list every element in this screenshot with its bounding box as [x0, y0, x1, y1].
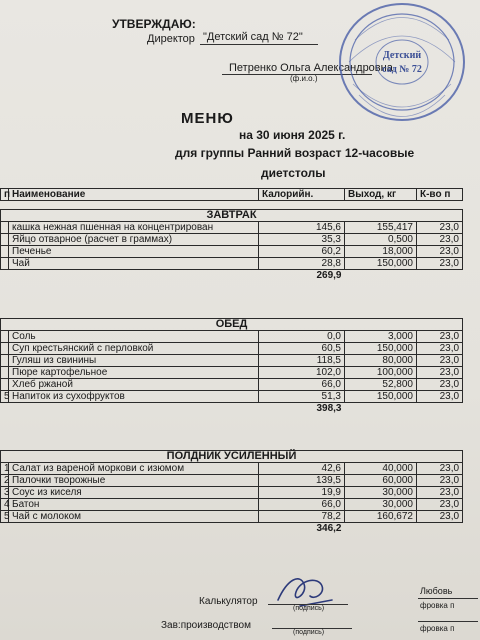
row-kcal: 78,2 [259, 511, 345, 523]
row-kcal: 102,0 [259, 367, 345, 379]
production-signature-hint: (подпись) [293, 629, 325, 636]
row-name: Чай [9, 258, 259, 270]
row-no [1, 367, 9, 379]
director-org: "Детский сад № 72" [203, 31, 303, 43]
row-yield: 18,000 [345, 246, 417, 258]
row-no: 2 [1, 475, 9, 487]
section-total: 398,3 [316, 403, 342, 414]
row-name: кашка нежная пшенная на концентрирован [9, 222, 259, 234]
director-underline [200, 44, 318, 45]
row-no [1, 258, 9, 270]
row-no: 1 [1, 463, 9, 475]
production-name-line [418, 621, 478, 622]
section-total: 269,9 [316, 270, 342, 281]
row-no [1, 222, 9, 234]
row-kcal: 66,0 [259, 499, 345, 511]
row-qty: 23,0 [417, 222, 463, 234]
row-no [1, 343, 9, 355]
calculator-name-hint: фровка п [420, 601, 455, 610]
fio-hint: (ф.и.о.) [290, 74, 318, 83]
section-title: ОБЕД [1, 319, 463, 331]
col-yield: Выход, кг [345, 189, 417, 201]
table-row [1, 367, 463, 379]
round-seal-stamp [335, 0, 470, 125]
row-yield: 150,000 [345, 258, 417, 270]
table-row [1, 487, 463, 499]
row-kcal: 19,9 [259, 487, 345, 499]
row-name: Батон [9, 499, 259, 511]
row-qty: 23,0 [417, 379, 463, 391]
row-yield: 30,000 [345, 499, 417, 511]
table-row [1, 475, 463, 487]
calculator-name: Любовь [420, 586, 453, 596]
row-no [1, 246, 9, 258]
menu-date: на 30 июня 2025 г. [239, 128, 346, 142]
row-kcal: 118,5 [259, 355, 345, 367]
signer-name: Петренко Ольга Александровна [229, 62, 393, 74]
row-name: Яйцо отварное (расчет в граммах) [9, 234, 259, 246]
menu-group: для группы Ранний возраст 12-часовые [175, 146, 415, 160]
row-kcal: 60,5 [259, 343, 345, 355]
row-no: 5 [1, 391, 9, 403]
section-breakfast [0, 209, 463, 281]
row-name: Хлеб ржаной [9, 379, 259, 391]
row-yield: 52,800 [345, 379, 417, 391]
row-name: Напиток из сухофруктов [9, 391, 259, 403]
calculator-signature-hint: (подпись) [293, 605, 325, 612]
table-row [1, 391, 463, 403]
table-row [1, 379, 463, 391]
calculator-name-line [418, 598, 478, 599]
stamp-text-1: Детский [382, 50, 422, 61]
row-no: 4 [1, 499, 9, 511]
row-name: Чай с молоком [9, 511, 259, 523]
row-kcal: 145,6 [259, 222, 345, 234]
menu-diet: диетстолы [261, 166, 326, 180]
row-qty: 23,0 [417, 511, 463, 523]
row-yield: 30,000 [345, 487, 417, 499]
menu-title: МЕНЮ [181, 110, 234, 127]
row-no [1, 355, 9, 367]
row-kcal: 139,5 [259, 475, 345, 487]
col-qty: К-во п [417, 189, 463, 201]
row-qty: 23,0 [417, 475, 463, 487]
table-row [1, 234, 463, 246]
table-row [1, 222, 463, 234]
row-yield: 160,672 [345, 511, 417, 523]
row-yield: 3,000 [345, 331, 417, 343]
row-qty: 23,0 [417, 258, 463, 270]
row-kcal: 35,3 [259, 234, 345, 246]
row-qty: 23,0 [417, 391, 463, 403]
row-qty: 23,0 [417, 246, 463, 258]
row-yield: 40,000 [345, 463, 417, 475]
calculator-label: Калькулятор [199, 596, 258, 607]
row-kcal: 66,0 [259, 379, 345, 391]
row-qty: 23,0 [417, 499, 463, 511]
row-kcal: 42,6 [259, 463, 345, 475]
table-row [1, 258, 463, 270]
col-no: п [1, 189, 9, 201]
row-yield: 0,500 [345, 234, 417, 246]
row-no: 5 [1, 511, 9, 523]
table-row [1, 499, 463, 511]
stamp-text-2: сад № 72 [382, 64, 422, 75]
table-row [1, 343, 463, 355]
row-kcal: 60,2 [259, 246, 345, 258]
section-title: ЗАВТРАК [1, 210, 463, 222]
col-name: Наименование [9, 189, 259, 201]
col-kcal: Калорийн. [259, 189, 345, 201]
row-name: Пюре картофельное [9, 367, 259, 379]
row-name: Соль [9, 331, 259, 343]
row-no [1, 331, 9, 343]
director-label: Директор [147, 33, 195, 45]
row-qty: 23,0 [417, 463, 463, 475]
row-qty: 23,0 [417, 343, 463, 355]
row-qty: 23,0 [417, 331, 463, 343]
section-title: ПОЛДНИК УСИЛЕННЫЙ [1, 451, 463, 463]
row-no [1, 379, 9, 391]
table-row [1, 246, 463, 258]
table-row [1, 463, 463, 475]
row-yield: 60,000 [345, 475, 417, 487]
row-name: Салат из вареной моркови с изюмом [9, 463, 259, 475]
row-yield: 150,000 [345, 391, 417, 403]
row-yield: 100,000 [345, 367, 417, 379]
row-no [1, 234, 9, 246]
row-kcal: 28,8 [259, 258, 345, 270]
row-kcal: 51,3 [259, 391, 345, 403]
table-row [1, 355, 463, 367]
production-name-hint: фровка п [420, 624, 455, 633]
row-yield: 80,000 [345, 355, 417, 367]
table-row [1, 331, 463, 343]
row-no: 3 [1, 487, 9, 499]
row-yield: 155,417 [345, 222, 417, 234]
approve-heading: УТВЕРЖДАЮ: [112, 17, 196, 31]
row-qty: 23,0 [417, 367, 463, 379]
row-qty: 23,0 [417, 234, 463, 246]
row-name: Печенье [9, 246, 259, 258]
row-qty: 23,0 [417, 355, 463, 367]
row-name: Палочки творожные [9, 475, 259, 487]
section-total: 346,2 [316, 523, 342, 534]
table-row [1, 511, 463, 523]
section-afternoon-snack [0, 450, 463, 534]
row-name: Гуляш из свинины [9, 355, 259, 367]
row-qty: 23,0 [417, 487, 463, 499]
row-name: Соус из киселя [9, 487, 259, 499]
row-yield: 150,000 [345, 343, 417, 355]
production-head-label: Зав:производством [161, 620, 251, 631]
row-name: Суп крестьянский с перловкой [9, 343, 259, 355]
column-header [0, 188, 463, 201]
section-lunch [0, 318, 463, 414]
row-kcal: 0,0 [259, 331, 345, 343]
